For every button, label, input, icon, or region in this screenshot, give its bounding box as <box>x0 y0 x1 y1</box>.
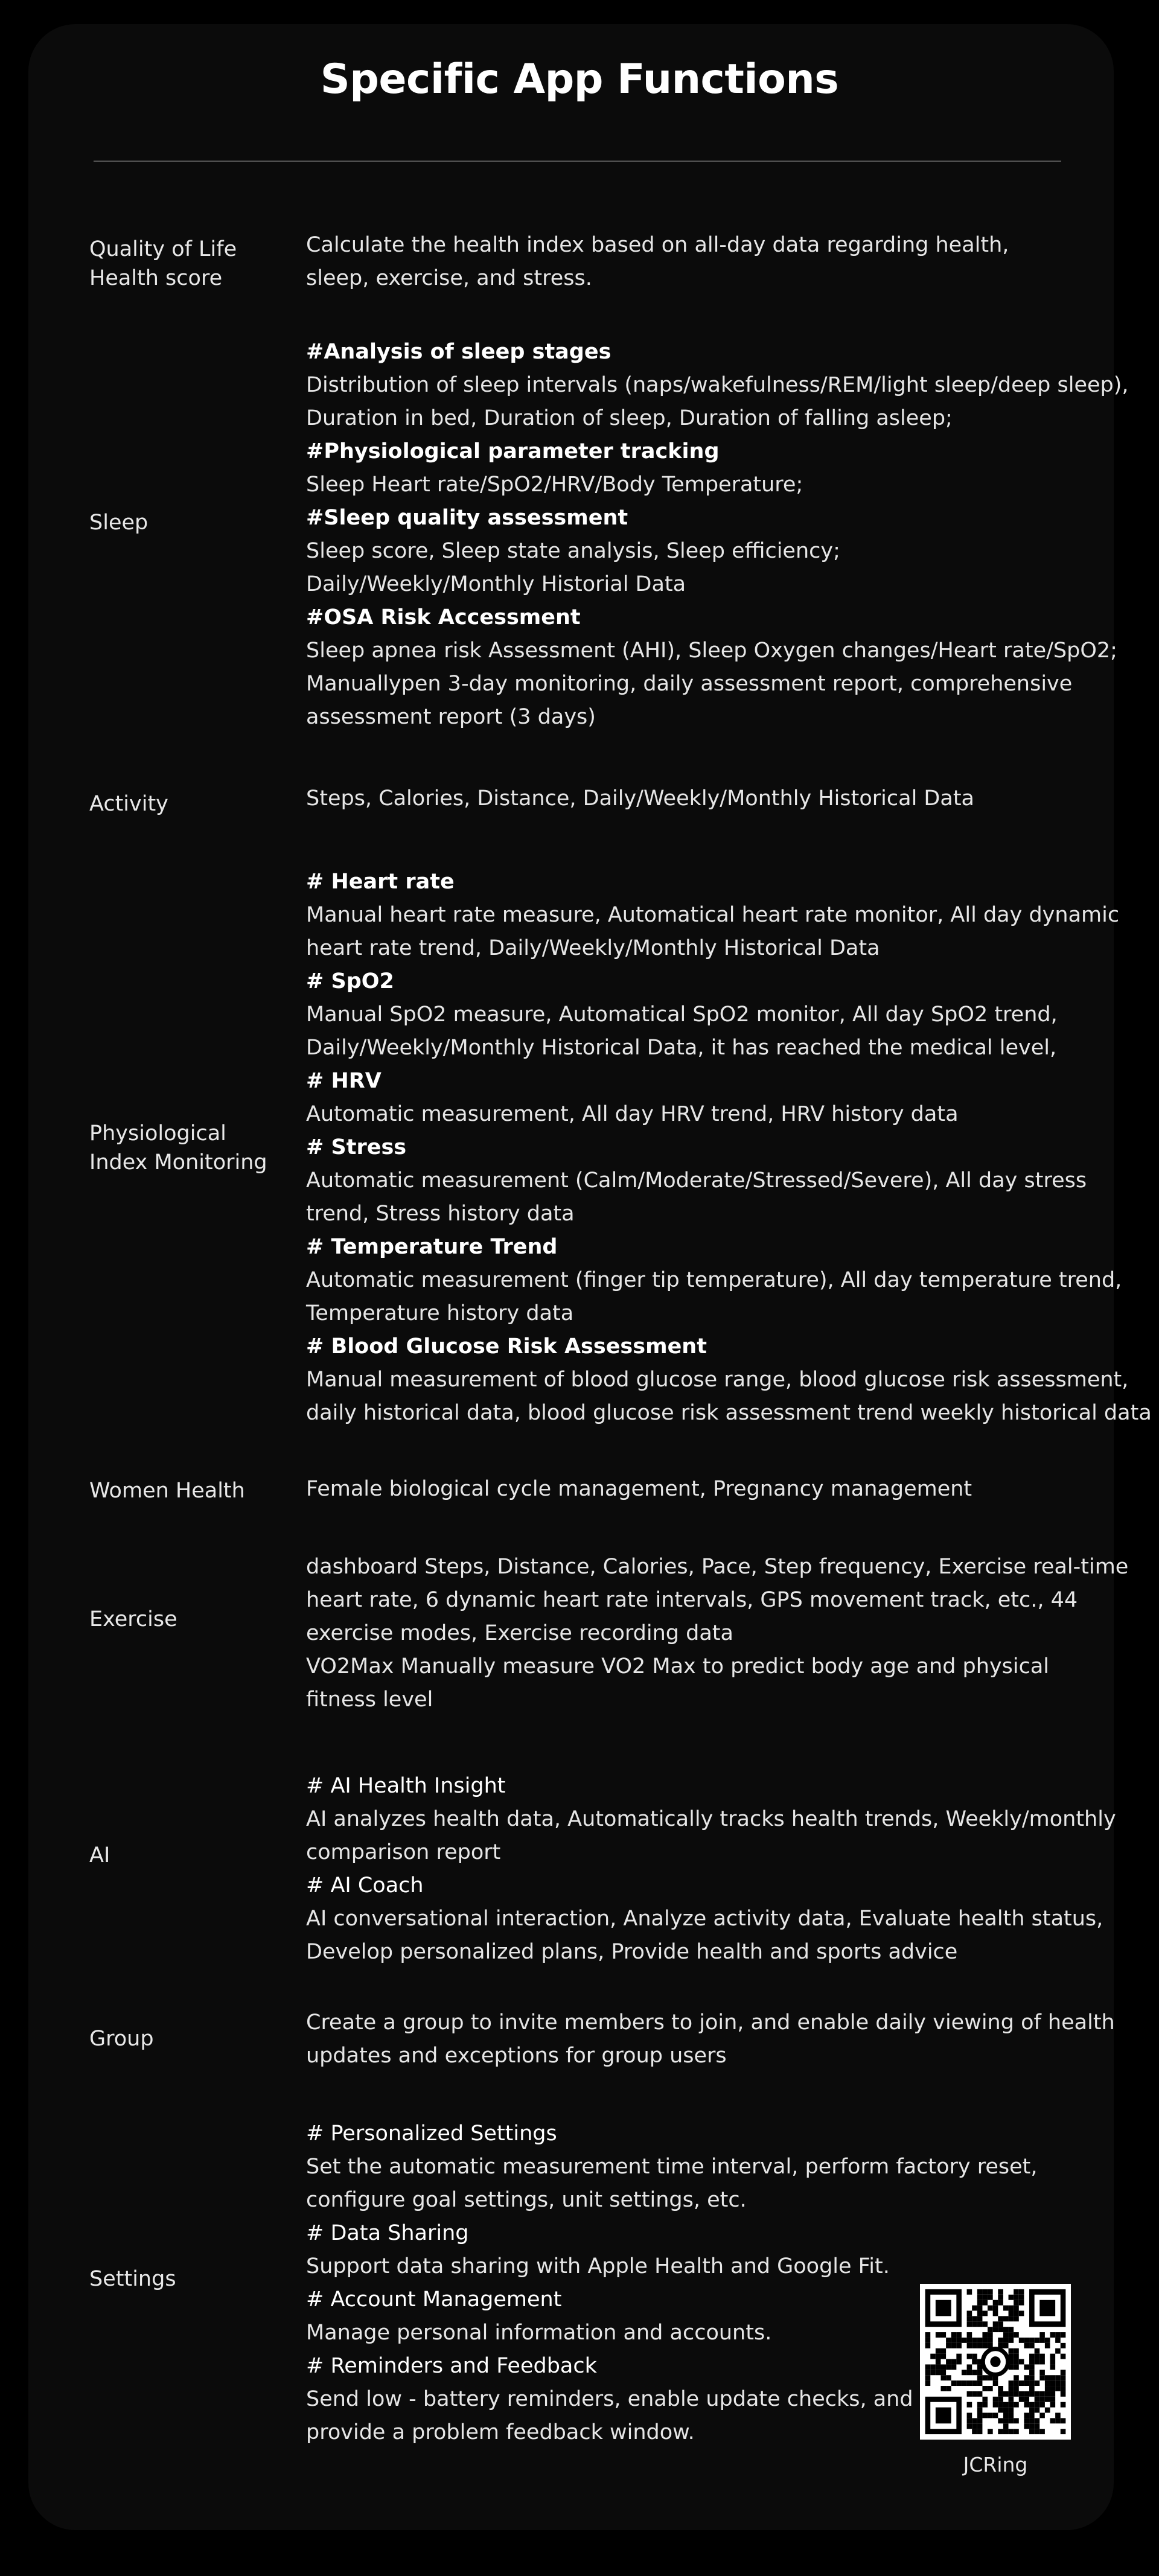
description-line: sleep, exercise, and stress. <box>306 266 592 290</box>
label-physio <box>89 1119 289 1177</box>
description-line: heart rate, 6 dynamic heart rate intervals, GPS movement track, etc., 44 <box>306 1588 1078 1612</box>
subheading-line: #Analysis of sleep stages <box>306 340 611 364</box>
subheading-line: # SpO2 <box>306 969 394 993</box>
subheading-line: # Personalized Settings <box>306 2122 557 2146</box>
subheading-line: # Reminders and Feedback <box>306 2354 597 2378</box>
content-activity <box>306 782 1103 815</box>
description-line: Manual heart rate measure, Automatical heart rate monitor, All day dynamic <box>306 903 1120 927</box>
description-line: AI analyzes health data, Automatically tracks health trends, Weekly/monthly <box>306 1807 1116 1831</box>
content-physio <box>306 866 1152 1430</box>
label-settings <box>89 2265 289 2294</box>
label-quality <box>89 235 289 293</box>
label-exercise <box>89 1605 289 1634</box>
subheading-line: #Physiological parameter tracking <box>306 439 720 464</box>
description-line: AI conversational interaction, Analyze activity data, Evaluate health status, <box>306 1907 1103 1931</box>
description-line: Female biological cycle management, Pregnancy management <box>306 1477 972 1501</box>
section-label-line: Settings <box>89 2267 176 2291</box>
description-line: Temperature history data <box>306 1301 574 1325</box>
content-ai <box>306 1770 1116 1969</box>
subheading-line: # Blood Glucose Risk Assessment <box>306 1334 707 1359</box>
label-activity <box>89 789 289 818</box>
description-line: provide a problem feedback window. <box>306 2420 695 2444</box>
subheading-line: # Temperature Trend <box>306 1235 558 1259</box>
qr-code-label: JCRing <box>963 2453 1028 2476</box>
description-line: Sleep apnea risk Assessment (AHI), Sleep Oxygen changes/Heart rate/SpO2; <box>306 639 1117 663</box>
label-group <box>89 2024 289 2053</box>
description-line: Automatic measurement, All day HRV trend, HRV history data <box>306 1102 959 1126</box>
description-line: Manual SpO2 measure, Automatical SpO2 monitor, All day SpO2 trend, <box>306 1003 1058 1027</box>
description-line: Duration in bed, Duration of sleep, Duration of falling asleep; <box>306 406 953 430</box>
qr-code-graphic <box>920 2284 1071 2440</box>
subheading-line: # HRV <box>306 1069 382 1093</box>
content-sleep <box>306 336 1129 734</box>
title-divider <box>94 161 1061 162</box>
description-line: Distribution of sleep intervals (naps/wakefulness/REM/light sleep/deep sleep), <box>306 373 1129 397</box>
description-line: Sleep score, Sleep state analysis, Sleep efficiency; <box>306 539 840 563</box>
description-line: VO2Max Manually measure VO2 Max to predict body age and physical <box>306 1654 1050 1679</box>
description-line: configure goal settings, unit settings, etc. <box>306 2188 747 2212</box>
qr-code-icon <box>920 2284 1071 2440</box>
label-ai <box>89 1841 289 1870</box>
section-label-line: Activity <box>89 792 168 816</box>
content-exercise <box>306 1551 1129 1717</box>
description-line: Send low - battery reminders, enable update checks, and <box>306 2387 913 2411</box>
description-line: Automatic measurement (Calm/Moderate/Stressed/Severe), All day stress <box>306 1168 1087 1193</box>
description-line: comparison report <box>306 1840 501 1864</box>
section-label-line: Sleep <box>89 511 148 535</box>
content-group <box>306 2006 1115 2073</box>
description-line: fitness level <box>306 1688 433 1712</box>
subheading-line: # Data Sharing <box>306 2221 469 2245</box>
subheading-line: # Account Management <box>306 2287 562 2312</box>
label-sleep <box>89 508 289 537</box>
description-line: Sleep Heart rate/SpO2/HRV/Body Temperature; <box>306 473 803 497</box>
subheading-line: # Heart rate <box>306 870 455 894</box>
section-label-line: Group <box>89 2027 154 2051</box>
description-line: exercise modes, Exercise recording data <box>306 1621 733 1645</box>
description-line: trend, Stress history data <box>306 1202 575 1226</box>
section-label-line: Quality of Life <box>89 237 237 261</box>
description-line: daily historical data, blood glucose risk assessment trend weekly historical data <box>306 1401 1152 1425</box>
description-line: Develop personalized plans, Provide health and sports advice <box>306 1940 958 1964</box>
section-label-line: Index Monitoring <box>89 1150 267 1175</box>
content-quality <box>306 229 1103 295</box>
description-line: Support data sharing with Apple Health and Google Fit. <box>306 2254 890 2278</box>
description-line: heart rate trend, Daily/Weekly/Monthly Historical Data <box>306 936 880 960</box>
description-line: Calculate the health index based on all-day data regarding health, <box>306 233 1009 257</box>
page-title: Specific App Functions <box>320 56 839 103</box>
section-label-line: AI <box>89 1843 110 1867</box>
description-line: Manuallypen 3-day monitoring, daily assessment report, comprehensive <box>306 672 1073 696</box>
subheading-line: #OSA Risk Accessment <box>306 605 581 630</box>
subheading-line: # AI Health Insight <box>306 1774 506 1798</box>
description-line: assessment report (3 days) <box>306 705 596 729</box>
section-label-line: Women Health <box>89 1479 245 1503</box>
description-line: dashboard Steps, Distance, Calories, Pace, Step frequency, Exercise real-time <box>306 1555 1129 1579</box>
subheading-line: # AI Coach <box>306 1873 424 1898</box>
description-line: updates and exceptions for group users <box>306 2044 727 2068</box>
description-line: Set the automatic measurement time interval, perform factory reset, <box>306 2155 1038 2179</box>
subheading-line: #Sleep quality assessment <box>306 506 628 530</box>
subheading-line: # Stress <box>306 1135 407 1159</box>
section-label-line: Exercise <box>89 1607 177 1631</box>
label-women <box>89 1476 289 1505</box>
description-line: Manual measurement of blood glucose range, blood glucose risk assessment, <box>306 1368 1129 1392</box>
description-line: Create a group to invite members to join, and enable daily viewing of health <box>306 2010 1115 2035</box>
content-settings <box>306 2117 1038 2449</box>
content-women <box>306 1473 1103 1506</box>
description-line: Manage personal information and accounts. <box>306 2321 772 2345</box>
description-line: Daily/Weekly/Monthly Historial Data <box>306 572 686 596</box>
description-line: Automatic measurement (finger tip temperature), All day temperature trend, <box>306 1268 1122 1292</box>
description-line: Daily/Weekly/Monthly Historical Data, it has reached the medical level, <box>306 1036 1057 1060</box>
description-line: Steps, Calories, Distance, Daily/Weekly/Monthly Historical Data <box>306 786 974 811</box>
section-label-line: Health score <box>89 266 223 290</box>
section-label-line: Physiological <box>89 1121 226 1146</box>
